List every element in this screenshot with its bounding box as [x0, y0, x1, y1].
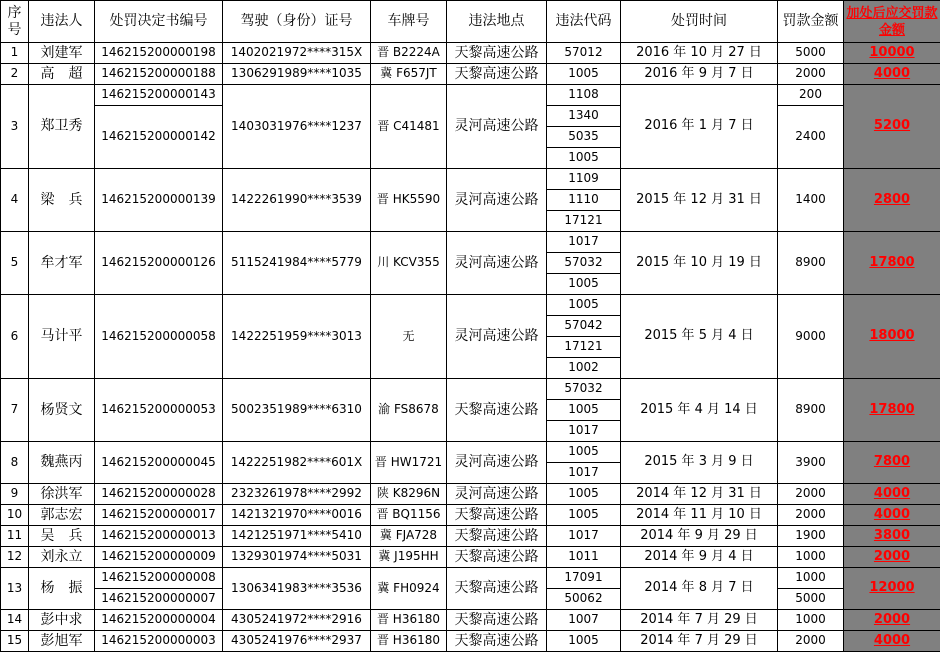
cell-total — [844, 547, 940, 568]
total-amount: 2800 — [873, 191, 911, 207]
cell-place: 天黎高速公路 — [447, 568, 547, 610]
cell-total — [844, 484, 940, 505]
cell-time: 2014 年 9 月 29 日 — [621, 526, 778, 547]
cell-code: 1005 — [547, 274, 621, 295]
cell-place: 灵河高速公路 — [447, 442, 547, 484]
cell-code: 17091 — [547, 568, 621, 589]
cell-time: 2015 年 5 月 4 日 — [621, 295, 778, 379]
cell-total — [844, 379, 940, 442]
cell-time: 2016 年 1 月 7 日 — [621, 85, 778, 169]
cell-total — [844, 568, 940, 610]
total-amount: 10000 — [869, 44, 915, 60]
cell-code: 1005 — [547, 64, 621, 85]
cell-code: 1017 — [547, 463, 621, 484]
cell-license: 1402021972****315X — [223, 43, 371, 64]
cell-seq: 10 — [1, 505, 29, 526]
table-row — [1, 85, 940, 106]
cell-plate: 冀 F657JT — [371, 64, 447, 85]
cell-fine: 5000 — [778, 43, 844, 64]
cell-name: 郑卫秀 — [29, 85, 95, 169]
table-row — [1, 547, 940, 568]
header-decision-no: 处罚决定书编号 — [95, 1, 223, 43]
cell-time: 2014 年 12 月 31 日 — [621, 484, 778, 505]
cell-seq: 7 — [1, 379, 29, 442]
cell-name: 彭旭军 — [29, 631, 95, 652]
cell-fine: 8900 — [778, 379, 844, 442]
cell-fine: 1000 — [778, 547, 844, 568]
cell-code: 1005 — [547, 148, 621, 169]
cell-place: 天黎高速公路 — [447, 526, 547, 547]
cell-fine: 2000 — [778, 484, 844, 505]
table-row — [1, 64, 940, 85]
cell-seq: 3 — [1, 85, 29, 169]
cell-place: 天黎高速公路 — [447, 547, 547, 568]
cell-place: 灵河高速公路 — [447, 169, 547, 232]
cell-total — [844, 64, 940, 85]
cell-seq: 8 — [1, 442, 29, 484]
cell-code: 50062 — [547, 589, 621, 610]
cell-time: 2015 年 3 月 9 日 — [621, 442, 778, 484]
header-license: 驾驶（身份）证号 — [223, 1, 371, 43]
cell-code: 1005 — [547, 295, 621, 316]
cell-name: 刘永立 — [29, 547, 95, 568]
cell-total — [844, 295, 940, 379]
cell-fine: 3900 — [778, 442, 844, 484]
cell-code: 1109 — [547, 169, 621, 190]
cell-time: 2014 年 8 月 7 日 — [621, 568, 778, 610]
cell-license: 5115241984****5779 — [223, 232, 371, 295]
cell-plate: 晋 HW1721 — [371, 442, 447, 484]
table-row — [1, 379, 940, 400]
cell-time: 2016 年 9 月 7 日 — [621, 64, 778, 85]
cell-name: 郭志宏 — [29, 505, 95, 526]
cell-plate: 晋 B2224A — [371, 43, 447, 64]
cell-plate: 冀 FJA728 — [371, 526, 447, 547]
cell-decision-no: 146215200000008 — [95, 568, 223, 589]
cell-fine: 1400 — [778, 169, 844, 232]
cell-place: 天黎高速公路 — [447, 379, 547, 442]
cell-code: 1110 — [547, 190, 621, 211]
cell-plate: 晋 C41481 — [371, 85, 447, 169]
cell-time: 2014 年 9 月 4 日 — [621, 547, 778, 568]
cell-decision-no: 146215200000198 — [95, 43, 223, 64]
total-amount: 5200 — [873, 118, 911, 134]
cell-fine: 1900 — [778, 526, 844, 547]
cell-decision-no: 146215200000013 — [95, 526, 223, 547]
cell-code: 57032 — [547, 379, 621, 400]
cell-code: 1340 — [547, 106, 621, 127]
cell-seq: 13 — [1, 568, 29, 610]
header-place: 违法地点 — [447, 1, 547, 43]
cell-decision-no: 146215200000007 — [95, 589, 223, 610]
cell-code: 1017 — [547, 421, 621, 442]
cell-seq: 1 — [1, 43, 29, 64]
header-fine: 罚款金额 — [778, 1, 844, 43]
header-time: 处罚时间 — [621, 1, 778, 43]
table-row — [1, 442, 940, 463]
header-code: 违法代码 — [547, 1, 621, 43]
cell-plate: 冀 J195HH — [371, 547, 447, 568]
cell-total — [844, 85, 940, 169]
cell-plate: 晋 BQ1156 — [371, 505, 447, 526]
cell-license: 1403031976****1237 — [223, 85, 371, 169]
cell-fine: 2000 — [778, 64, 844, 85]
cell-time: 2014 年 7 月 29 日 — [621, 631, 778, 652]
cell-time: 2014 年 7 月 29 日 — [621, 610, 778, 631]
cell-decision-no: 146215200000004 — [95, 610, 223, 631]
table-row — [1, 631, 940, 652]
header-seq: 序号 — [1, 1, 29, 43]
cell-decision-no: 146215200000028 — [95, 484, 223, 505]
cell-license: 5002351989****6310 — [223, 379, 371, 442]
cell-place: 天黎高速公路 — [447, 631, 547, 652]
cell-plate: 晋 H36180 — [371, 610, 447, 631]
cell-code: 1005 — [547, 505, 621, 526]
cell-seq: 15 — [1, 631, 29, 652]
cell-decision-no: 146215200000143 — [95, 85, 223, 106]
cell-place: 灵河高速公路 — [447, 85, 547, 169]
cell-decision-no: 146215200000017 — [95, 505, 223, 526]
table-row — [1, 169, 940, 190]
cell-code: 1017 — [547, 232, 621, 253]
cell-name: 彭中求 — [29, 610, 95, 631]
cell-total — [844, 232, 940, 295]
cell-fine: 2000 — [778, 505, 844, 526]
cell-fine: 9000 — [778, 295, 844, 379]
table-row — [1, 295, 940, 316]
cell-code: 1007 — [547, 610, 621, 631]
cell-code: 1108 — [547, 85, 621, 106]
cell-total — [844, 505, 940, 526]
cell-total — [844, 610, 940, 631]
header-row — [1, 1, 940, 43]
cell-code: 57032 — [547, 253, 621, 274]
cell-license: 4305241972****2916 — [223, 610, 371, 631]
cell-license: 1422261990****3539 — [223, 169, 371, 232]
total-amount: 2000 — [873, 548, 911, 564]
total-amount: 12000 — [869, 580, 915, 596]
cell-plate: 川 KCV355 — [371, 232, 447, 295]
cell-license: 2323261978****2992 — [223, 484, 371, 505]
header-total-label: 加处后应交罚款金额 — [846, 5, 938, 38]
total-amount: 17800 — [869, 401, 915, 417]
cell-plate: 无 — [371, 295, 447, 379]
total-amount: 2000 — [873, 611, 911, 627]
cell-plate: 渝 FS8678 — [371, 379, 447, 442]
total-amount: 3800 — [873, 527, 911, 543]
cell-plate: 陕 K8296N — [371, 484, 447, 505]
cell-decision-no: 146215200000009 — [95, 547, 223, 568]
cell-decision-no: 146215200000126 — [95, 232, 223, 295]
cell-seq: 9 — [1, 484, 29, 505]
cell-name: 梁 兵 — [29, 169, 95, 232]
table-row — [1, 232, 940, 253]
cell-name: 牟才军 — [29, 232, 95, 295]
cell-license: 1422251959****3013 — [223, 295, 371, 379]
cell-plate: 晋 HK5590 — [371, 169, 447, 232]
cell-seq: 6 — [1, 295, 29, 379]
cell-total — [844, 169, 940, 232]
total-amount: 18000 — [869, 328, 915, 344]
cell-place: 天黎高速公路 — [447, 505, 547, 526]
cell-total — [844, 442, 940, 484]
header-total — [844, 1, 940, 43]
cell-name: 马计平 — [29, 295, 95, 379]
total-amount: 4000 — [873, 485, 911, 501]
total-amount: 4000 — [873, 632, 911, 648]
cell-license: 1306291989****1035 — [223, 64, 371, 85]
cell-code: 1005 — [547, 442, 621, 463]
cell-code: 1005 — [547, 484, 621, 505]
table-row — [1, 610, 940, 631]
cell-fine: 5000 — [778, 589, 844, 610]
cell-fine: 2000 — [778, 631, 844, 652]
cell-seq: 11 — [1, 526, 29, 547]
table-row — [1, 484, 940, 505]
total-amount: 7800 — [873, 454, 911, 470]
cell-seq: 2 — [1, 64, 29, 85]
total-amount: 17800 — [869, 254, 915, 270]
cell-total — [844, 631, 940, 652]
cell-place: 天黎高速公路 — [447, 64, 547, 85]
cell-name: 魏燕丙 — [29, 442, 95, 484]
cell-name: 徐洪军 — [29, 484, 95, 505]
cell-name: 杨 振 — [29, 568, 95, 610]
cell-place: 灵河高速公路 — [447, 295, 547, 379]
cell-seq: 4 — [1, 169, 29, 232]
cell-plate: 冀 FH0924 — [371, 568, 447, 610]
table-row — [1, 568, 940, 589]
cell-place: 灵河高速公路 — [447, 484, 547, 505]
cell-seq: 12 — [1, 547, 29, 568]
cell-seq: 5 — [1, 232, 29, 295]
cell-fine: 2400 — [778, 106, 844, 169]
cell-decision-no: 146215200000045 — [95, 442, 223, 484]
cell-code: 1002 — [547, 358, 621, 379]
cell-code: 5035 — [547, 127, 621, 148]
cell-code: 57012 — [547, 43, 621, 64]
table-row — [1, 43, 940, 64]
cell-code: 1011 — [547, 547, 621, 568]
cell-decision-no: 146215200000003 — [95, 631, 223, 652]
cell-plate: 晋 H36180 — [371, 631, 447, 652]
table-row — [1, 505, 940, 526]
table-row — [1, 526, 940, 547]
cell-place: 天黎高速公路 — [447, 610, 547, 631]
cell-decision-no: 146215200000142 — [95, 106, 223, 169]
cell-code: 57042 — [547, 316, 621, 337]
cell-license: 1421251971****5410 — [223, 526, 371, 547]
cell-license: 1422251982****601X — [223, 442, 371, 484]
cell-place: 灵河高速公路 — [447, 232, 547, 295]
cell-decision-no: 146215200000058 — [95, 295, 223, 379]
cell-license: 1421321970****0016 — [223, 505, 371, 526]
cell-code: 1017 — [547, 526, 621, 547]
cell-time: 2015 年 10 月 19 日 — [621, 232, 778, 295]
cell-fine: 1000 — [778, 610, 844, 631]
cell-name: 吴 兵 — [29, 526, 95, 547]
cell-code: 17121 — [547, 211, 621, 232]
cell-time: 2015 年 4 月 14 日 — [621, 379, 778, 442]
cell-license: 1306341983****3536 — [223, 568, 371, 610]
cell-name: 刘建军 — [29, 43, 95, 64]
cell-total — [844, 526, 940, 547]
total-amount: 4000 — [873, 65, 911, 81]
cell-time: 2015 年 12 月 31 日 — [621, 169, 778, 232]
cell-time: 2016 年 10 月 27 日 — [621, 43, 778, 64]
cell-fine: 8900 — [778, 232, 844, 295]
cell-decision-no: 146215200000139 — [95, 169, 223, 232]
header-name: 违法人 — [29, 1, 95, 43]
cell-place: 天黎高速公路 — [447, 43, 547, 64]
total-amount: 4000 — [873, 506, 911, 522]
cell-license: 1329301974****5031 — [223, 547, 371, 568]
cell-license: 4305241976****2937 — [223, 631, 371, 652]
cell-name: 杨贤文 — [29, 379, 95, 442]
cell-time: 2014 年 11 月 10 日 — [621, 505, 778, 526]
cell-code: 17121 — [547, 337, 621, 358]
cell-total — [844, 43, 940, 64]
cell-fine: 200 — [778, 85, 844, 106]
cell-decision-no: 146215200000053 — [95, 379, 223, 442]
cell-fine: 1000 — [778, 568, 844, 589]
cell-code: 1005 — [547, 631, 621, 652]
header-plate: 车牌号 — [371, 1, 447, 43]
cell-decision-no: 146215200000188 — [95, 64, 223, 85]
cell-name: 高 超 — [29, 64, 95, 85]
cell-seq: 14 — [1, 610, 29, 631]
cell-code: 1005 — [547, 400, 621, 421]
